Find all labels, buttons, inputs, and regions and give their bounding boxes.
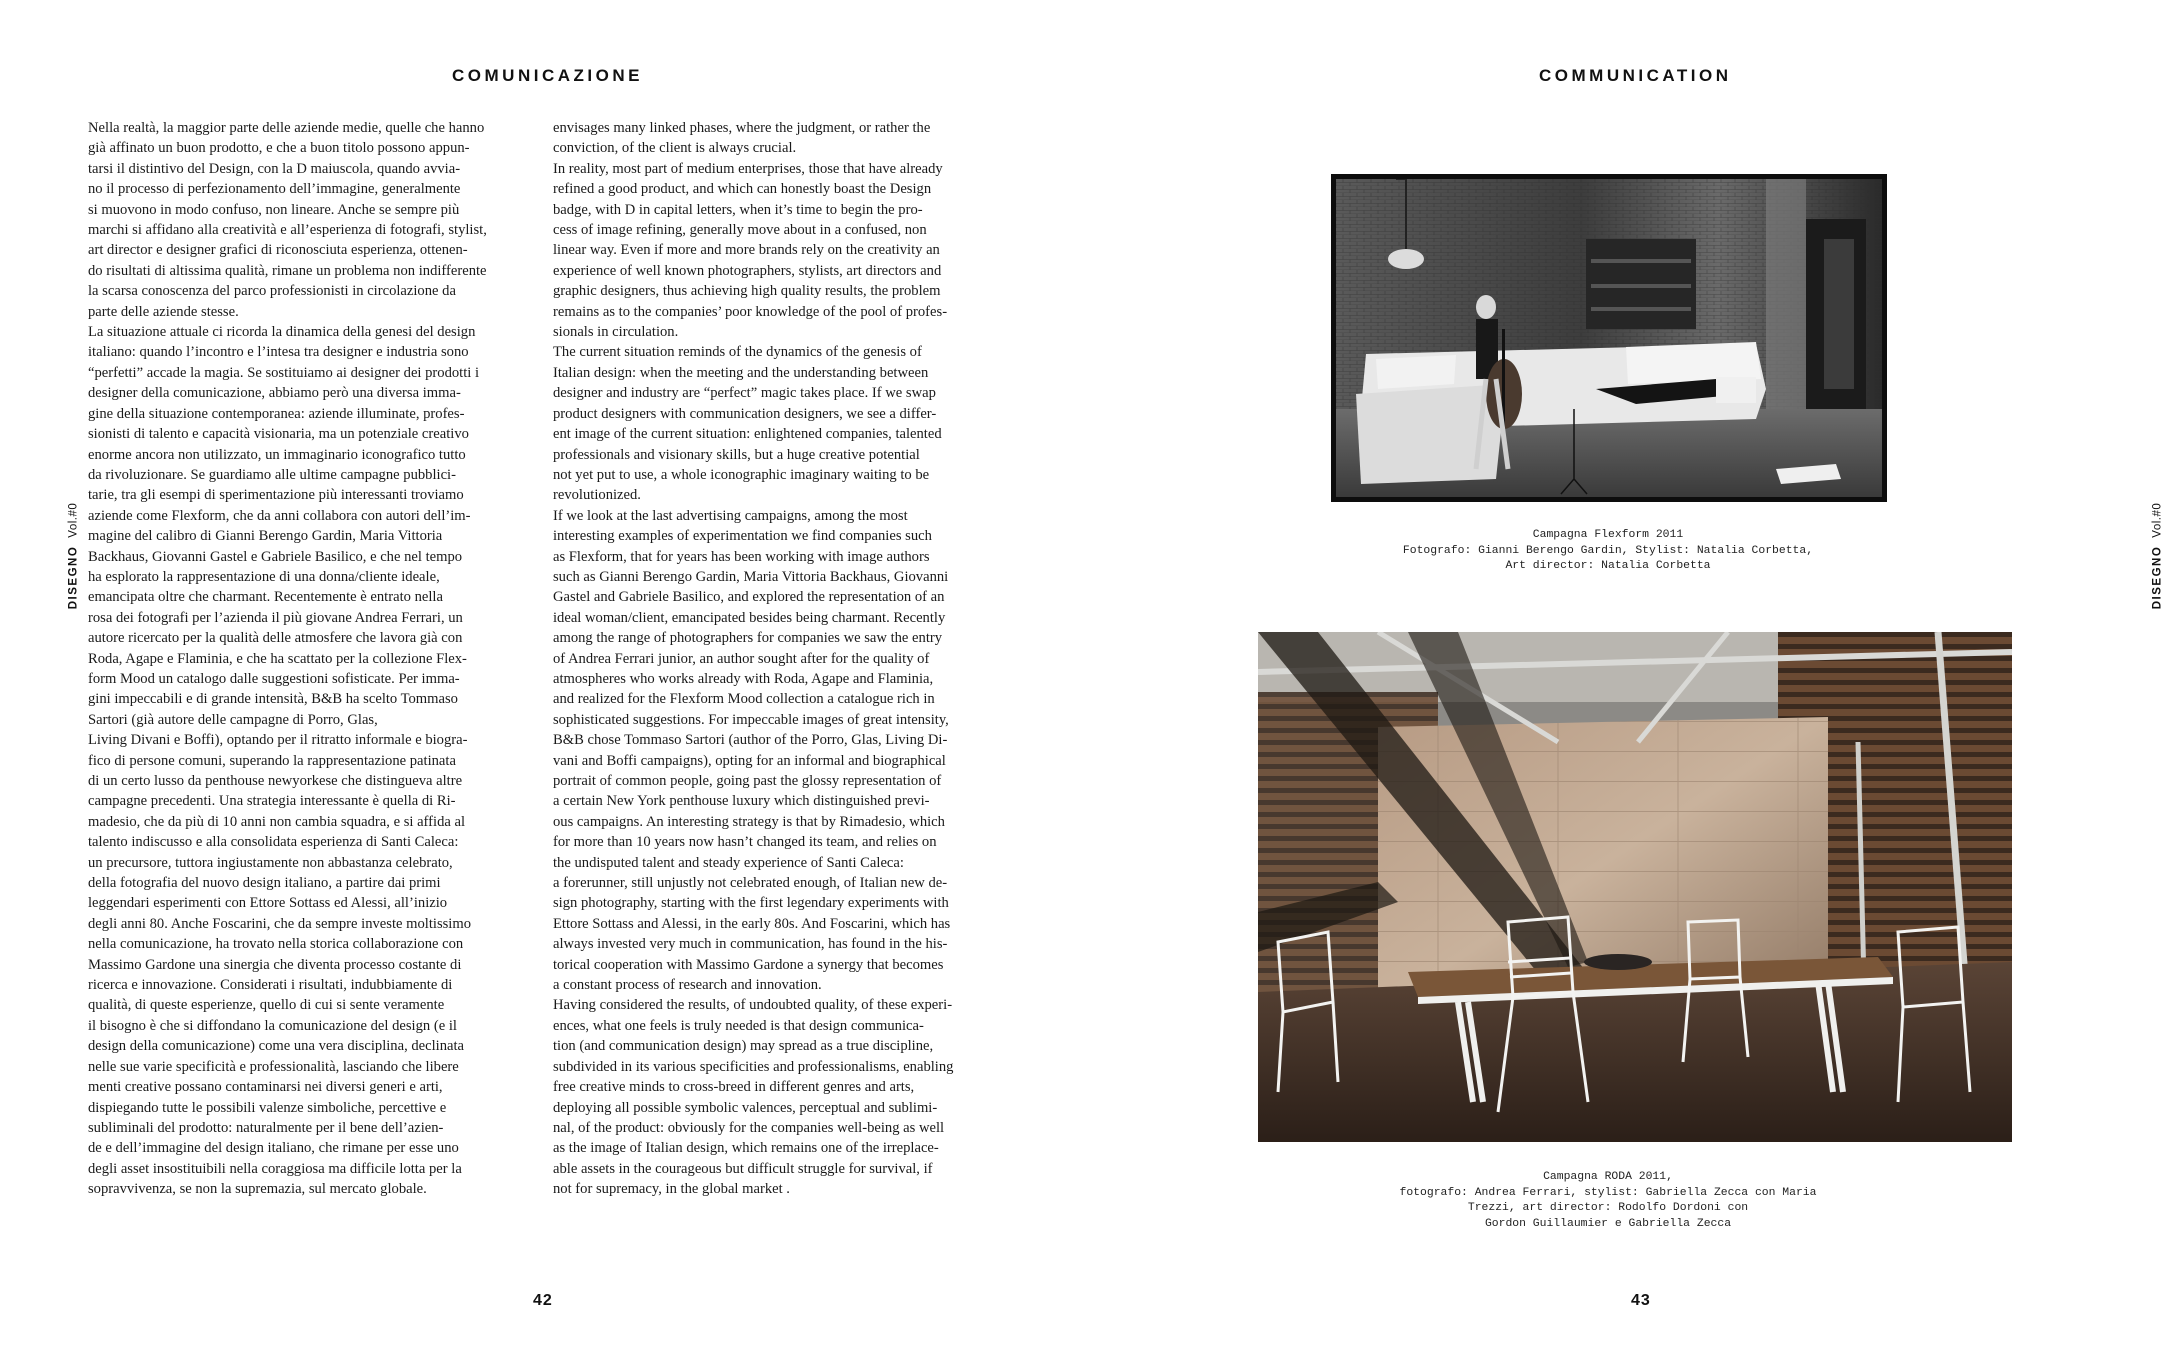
text-paragraph: Nella realtà, la maggior parte delle aziende medie, quelle che hanno già affinato un buon prodotto, e che a buon titolo possono appun- tarsi il distintivo del Design, con la D maiuscola, quando avvia- no il processo di perfezionamento dell’immagine, generalmente si muovono in modo confuso, non lineare. Anche se sempre più marchi si affidano alla creatività e all’esperienza di fotografi, stylist, art director e designer grafici di riconosciuta esperienza, ottenen- do risultati di altissima qualità, rimane un problema non indifferente la scarsa conoscenza del parco professionisti in circolazione da parte delle aziende stesse. [88, 120, 487, 320]
page-header: COMUNICAZIONE [452, 66, 643, 85]
side-label [2151, 503, 2163, 610]
photo-caption: Campagna RODA 2011, fotografo: Andrea Ferrari, stylist: Gabriella Zecca con Maria Trezzi, art director: Rodolfo Dordoni con Gordon Guillaumier e Gabriella Zecca [1399, 1171, 1817, 1230]
side-label [67, 503, 79, 610]
volume-label: Vol.#0 [2151, 502, 2164, 538]
volume-label: Vol.#0 [67, 502, 80, 538]
text-paragraph: In reality, most part of medium enterprises, those that have already refined a good product, and which can honestly boast the Design badge, with D in capital letters, when it’s time to begin the pro- cess of image refining, generally move about in a confused, non linear way. Even if more and more brands rely on the creativity an experience of well known photographers, stylists, art directors and graphic designers, thus achieving high quality results, the problem remains as to the companies’ poor knowledge of the pool of profes- sionals in circulation. [553, 160, 948, 341]
roda-campaign-photo [1258, 632, 2012, 1142]
photo-caption: Campagna Flexform 2011 Fotografo: Gianni Berengo Gardin, Stylist: Natalia Corbetta, Art director: Natalia Corbetta [1402, 529, 1814, 572]
text-paragraph: Living Divani e Boffi), optando per il ritratto informale e biogra- fico di persone comuni, superando la rappresentazione patinata di un certo lusso da penthouse newyorkese che distingueva altre campagne precedenti. Una strategia interessante è quella di Ri- madesio, che da più di 10 anni non cambia squadra, e si affida al talento indiscusso e alla consolidata esperienza di Santi Caleca: un precursore, tuttora ingiustamente non abbastanza celebrato, della fotografia del nuovo design italiano, a partire dai primi leggendari esperimenti con Ettore Sottass ed Alessi, all’inizio degli anni 80. Anche Foscarini, che da sempre investe moltissimo nella comunicazione, ha trovato nella storica collaborazione con Massimo Gardone una sinergia che diventa processo costante di ricerca e innovazione. Considerati i risultati, indubbiamente di qualità, di queste esperienze, quello di cui si sente veramente il bisogno è che si diffondano la comunicazione del design (e il design della comunicazione) come una vera disciplina, declinata nelle sue varie specificità e professionalità, lasciando che libere menti creative possano contaminarsi nei diversi generi e arti, dispiegando tutte le possibili valenze simboliche, percettive e subliminali del prodotto: naturalmente per il bene dell’azien- de e dell’immagine del design italiano, che rimane per esse uno degli asset insostituibili nella coraggiosa ma difficile lotta per la sopravvivenza, se non la supremazia, sul mercato globale. [88, 732, 472, 1198]
flexform-photo-illustration [1336, 179, 1882, 497]
italian-text-column [88, 118, 530, 1200]
text-paragraph: envisages many linked phases, where the judgment, or rather the conviction, of the client is always crucial. [553, 120, 931, 157]
page-number: 42 [533, 1292, 553, 1309]
text-paragraph: If we look at the last advertising campaigns, among the most interesting examples of experimentation we find companies such as Flexform, that for years has been working with image authors such as Gianni Berengo Gardin, Maria Vittoria Backhaus, Giovanni Gastel and Gabriele Basilico, and explored the representation of an ideal woman/client, emancipated besides being charmant. Recently among the range of photographers for companies we saw the entry of Andrea Ferrari junior, an author sought after for the quality of atmospheres who works already with Roda, Agape and Flaminia, and realized for the Flexform Mood collection a catalogue rich in sophisticated suggestions. For impeccable images of great intensity, B&B chose Tommaso Sartori (author of the Porro, Glas, Living Di- vani and Boffi campaigns), opting for an informal and biographical portrait of common people, going past the glossy representation of a certain New York penthouse luxury which distinguished previ- ous campaigns. An interesting strategy is that by Rimadesio, which for more than 10 years now hasn’t changed its team, and relies on the undisputed talent and steady experience of Santi Caleca: a forerunner, still unjustly not celebrated enough, of Italian new de- sign photography, starting with the first legendary experiments with Ettore Sottass and Alessi, in the early 80s. And Foscarini, which has always invested very much in communication, has found in the his- torical cooperation with Massimo Gardone a synergy that becomes a constant process of research and innovation. [553, 507, 951, 994]
magazine-title: DISEGNO [2151, 545, 2164, 610]
text-paragraph: Having considered the results, of undoubted quality, of these experi- ences, what one feels is truly needed is that design communica- tion (and communication design) may spread as a true discipline, subdivided in its various specificities and professionalisms, enabling free creative minds to cross-breed in different genres and arts, deploying all possible symbolic valences, perceptual and sublimi- nal, of the product: obviously for the companies well-being as well as the image of Italian design, which remains one of the irreplace- able assets in the courageous but difficult struggle for survival, if not for supremacy, in the global market . [553, 997, 954, 1198]
roda-photo-illustration [1258, 632, 2012, 1142]
english-text-column [553, 118, 1003, 1200]
text-paragraph: La situazione attuale ci ricorda la dinamica della genesi del design italiano: quando l’incontro e l’intesa tra designer e industria sono “perfetti” accade la magia. Se sostituiamo ai designer dei prodotti i designer della comunicazione, abbiamo però una diversa imma- gine della situazione contemporanea: aziende illuminate, profes- sionisti di talento e capacità visionaria, ma un potenziale creativo enorme ancora non utilizzato, un immaginario iconografico tutto da rivoluzionare. Se guardiamo alle ultime campagne pubblici- tarie, tra gli esempi di sperimentazione più interessanti troviamo aziende come Flexform, che da anni collabora con autori dell’im- magine del calibro di Gianni Berengo Gardin, Maria Vittoria Backhaus, Giovanni Gastel e Gabriele Basilico, e che nel tempo ha esplorato la rappresentazione di una donna/cliente ideale, emancipata oltre che charmant. Recentemente è entrato nella rosa dei fotografi per l’azienda il più giovane Andrea Ferrari, un autore ricercato per la qualità delle atmosfere che lavora già con Roda, Agape e Flaminia, e che ha scattato per la collezione Flex- form Mood un catalogo dalle suggestioni sofisticate. Per imma- gini impeccabili e di grande intensità, B&B ha scelto Tommaso Sartori (già autore delle campagne di Porro, Glas, [88, 324, 480, 728]
right-page [1088, 0, 2176, 1364]
page-header: COMMUNICATION [1539, 66, 1732, 85]
flexform-campaign-photo [1331, 174, 1887, 502]
text-paragraph: The current situation reminds of the dynamics of the genesis of Italian design: when the meeting and the understanding between designer and industry are “perfect” magic takes place. If we swap product designers with communication designers, we see a differ- ent image of the current situation: enlightened companies, talented professionals and visionary skills, but a huge creative potential not yet put to use, a whole iconographic imaginary waiting to be revolutionized. [553, 344, 942, 504]
magazine-title: DISEGNO [67, 545, 80, 610]
page-number: 43 [1631, 1292, 1651, 1309]
